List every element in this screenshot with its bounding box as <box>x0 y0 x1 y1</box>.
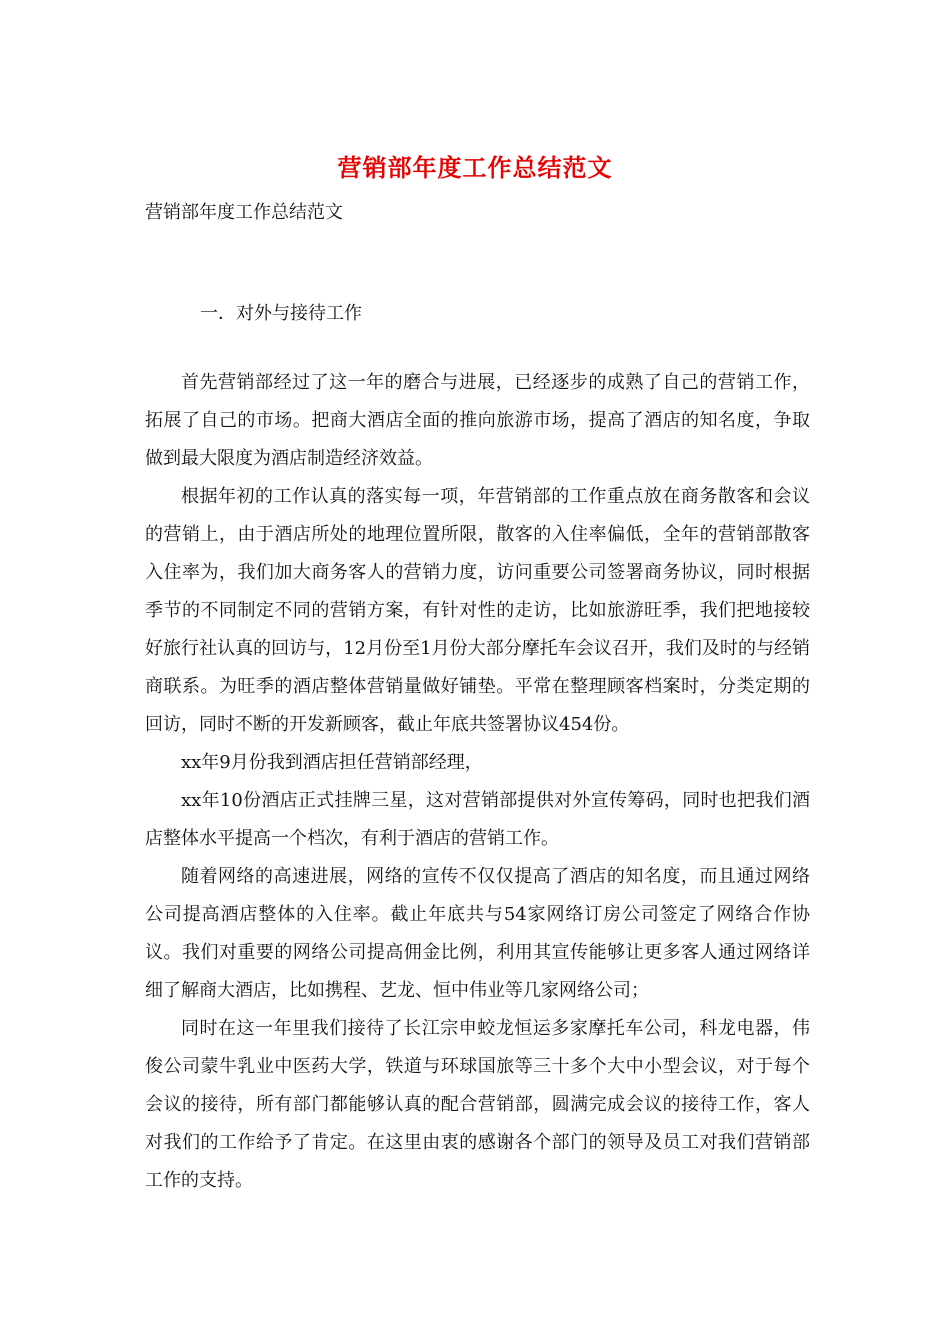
paragraph: 首先营销部经过了这一年的磨合与进展，已经逐步的成熟了自己的营销工作，拓展了自己的市场。把商大酒店全面的推向旅游市场，提高了酒店的知名度，争取做到最大限度为酒店制造经济效益。 <box>145 372 810 469</box>
paragraph: 根据年初的工作认真的落实每一项，年营销部的工作重点放在商务散客和会议的营销上，由于酒店所处的地理位置所限，散客的入住率偏低，全年的营销部散客入住率为，我们加大商务客人的营销力度，访问重要公司签署商务协议，同时根据季节的不同制定不同的营销方案，有针对性的走访，比如旅游旺季，我们把地接较好旅行社认真的回访与，12月份至1月份大部分摩托车会议召开，我们及时的与经销商联系。为旺季的酒店整体营销量做好铺垫。平常在整理顾客档案时，分类定期的回访，同时不断的开发新顾客，截止年底共签署协议454份。 <box>145 486 810 735</box>
document-subtitle: 营销部年度工作总结范文 <box>145 202 343 223</box>
paragraph: xx年10份酒店正式挂牌三星，这对营销部提供对外宣传筹码，同时也把我们酒店整体水平提高一个档次，有利于酒店的营销工作。 <box>145 790 810 849</box>
document-title: 营销部年度工作总结范文 <box>337 153 613 182</box>
paragraph: xx年9月份我到酒店担任营销部经理， <box>181 752 483 773</box>
paragraph: 随着网络的高速进展，网络的宣传不仅仅提高了酒店的知名度，而且通过网络公司提高酒店整体的入住率。截止年底共与54家网络订房公司签定了网络合作协议。我们对重要的网络公司提高佣金比例，利用其宣传能够让更多客人通过网络详细了解商大酒店，比如携程、艺龙、恒中伟业等几家网络公司； <box>145 866 810 1001</box>
paragraph: 同时在这一年里我们接待了长江宗申蛟龙恒运多家摩托车公司，科龙电器，伟俊公司蒙牛乳业中医药大学，铁道与环球国旅等三十多个大中小型会议，对于每个会议的接待，所有部门都能够认真的配合营销部，圆满完成会议的接待工作，客人对我们的工作给予了肯定。在这里由衷的感谢各个部门的领导及员工对我们营销部工作的支持。 <box>145 1018 810 1191</box>
document-body <box>145 364 810 1200</box>
section-heading: 一．对外与接待工作 <box>200 303 362 324</box>
